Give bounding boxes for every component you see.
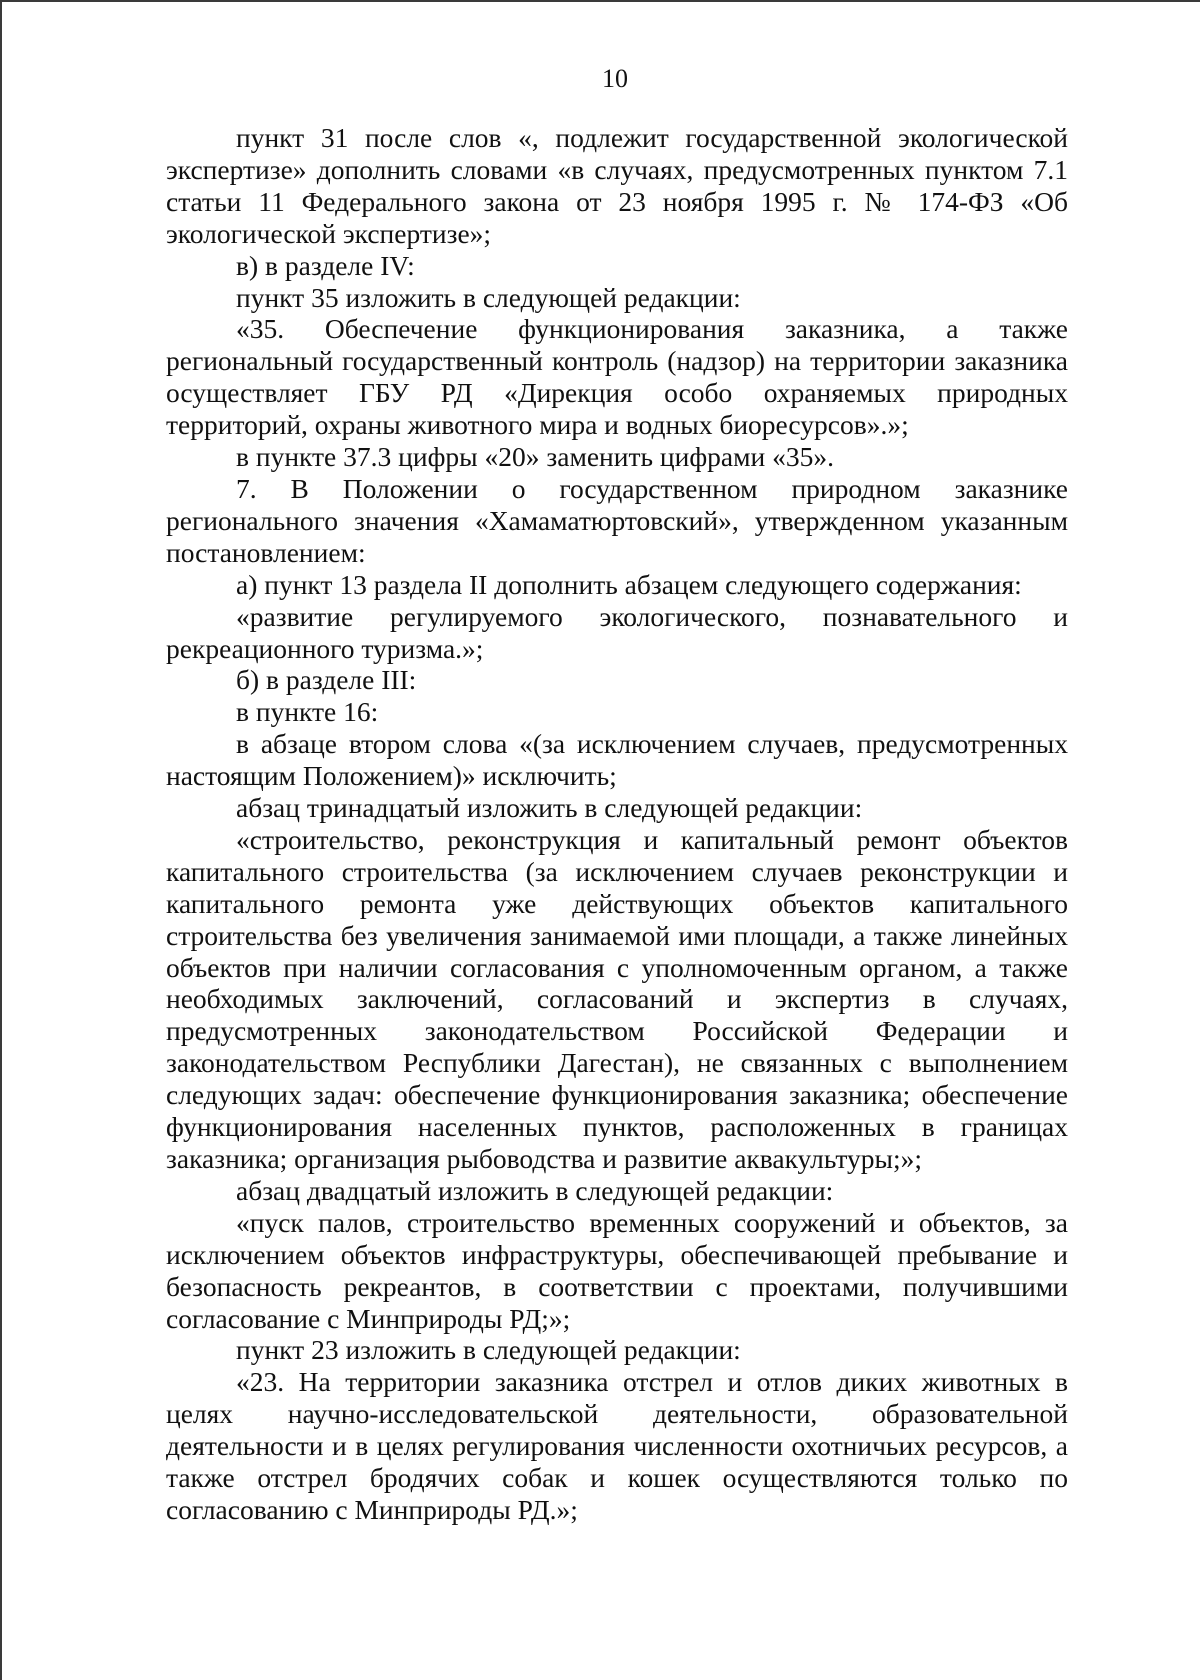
paragraph: а) пункт 13 раздела II дополнить абзацем следующего содержания: xyxy=(236,568,1022,600)
paragraph: абзац двадцатый изложить в следующей редакции: xyxy=(236,1174,834,1206)
paragraph: «развитие регулируемого экологического, познавательного и рекреационного туризма.»; xyxy=(166,600,1068,664)
paragraph: пункт 31 после слов «, подлежит государственной экологической экспертизе» дополнить словами «в случаях, предусмотренных пунктом 7.1 статьи 11 Федерального закона от 23 ноября 1995 г. № 174-ФЗ «Об экологической экспертизе»; xyxy=(166,122,1068,249)
page-number: 10 xyxy=(602,64,628,93)
paragraph: «23. На территории заказника отстрел и отлов диких животных в целях научно-исследовательской деятельности, образовательной деятельности и в целях регулирования численности охотничьих ресурсов, а также отстрел бродячих собак и кошек осуществляются только по согласованию с Минприроды РД.»; xyxy=(166,1366,1068,1525)
paragraph: в абзаце втором слова «(за исключением случаев, предусмотренных настоящим Положением)» исключить; xyxy=(166,728,1068,792)
paragraph: пункт 35 изложить в следующей редакции: xyxy=(236,281,741,313)
paragraph: в) в разделе IV: xyxy=(236,249,415,281)
paragraph: «35. Обеспечение функционирования заказника, а также региональный государственный контроль (надзор) на территории заказника осуществляет ГБУ РД «Дирекция особо охраняемых природных территорий, охраны животного мира и водных биоресурсов».»; xyxy=(166,313,1068,441)
paragraph: «пуск палов, строительство временных сооружений и объектов, за исключением объектов инфраструктуры, обеспечивающей пребывание и безопасность рекреантов, в соответствии с проектами, получившими согласование с Минприроды РД;»; xyxy=(166,1206,1068,1334)
scan-edge-top xyxy=(0,0,1200,2)
paragraph: в пункте 16: xyxy=(236,696,379,728)
paragraph: пункт 23 изложить в следующей редакции: xyxy=(236,1334,741,1366)
scan-edge-left xyxy=(0,0,2,1680)
paragraph: б) в разделе III: xyxy=(236,664,417,696)
paragraph: «строительство, реконструкция и капитальный ремонт объектов капитального строительства (за исключением случаев реконструкции и капитального ремонта уже действующих объектов капитального строительства без увеличения занимаемой ими площади, а также линейных объектов при наличии согласования с уполномоченным органом, а также необходимых заключений, согласований и экспертиз в случаях, предусмотренных законодательством Российской Федерации и законодательством Республики Дагестан), не связанных с выполнением следующих задач: обеспечение функционирования заказника; обеспечение функционирования населенных пунктов, расположенных в границах заказника; организация рыбоводства и развитие аквакультуры;»; xyxy=(166,823,1068,1174)
paragraph: в пункте 37.3 цифры «20» заменить цифрами «35». xyxy=(236,441,834,473)
paragraph: 7. В Положении о государственном природном заказнике регионального значения «Хамаматюртовский», утвержденном указанным постановлением: xyxy=(166,472,1068,568)
document-body xyxy=(166,122,1068,1526)
paragraph: абзац тринадцатый изложить в следующей редакции: xyxy=(236,792,863,824)
